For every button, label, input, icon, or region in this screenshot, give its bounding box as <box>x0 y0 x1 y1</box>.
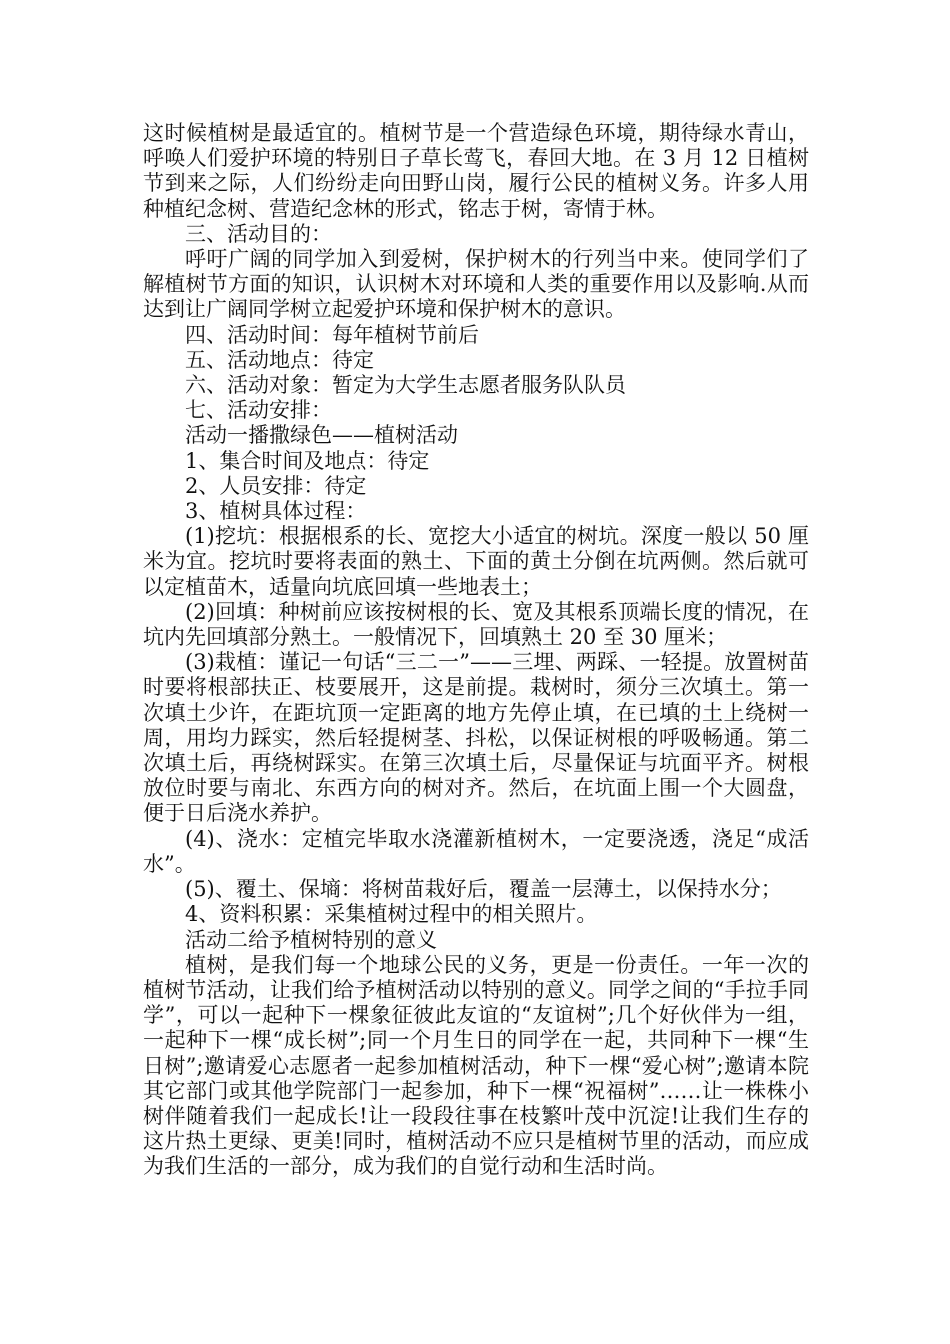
heading-activity-time: 四、活动时间：每年植树节前后 <box>185 322 479 347</box>
heading-activity-two: 活动二给予植树特别的意义 <box>185 927 437 952</box>
heading-activity-participants: 六、活动对象：暂定为大学生志愿者服务队队员 <box>185 373 626 398</box>
step-planting: (3)栽植：谨记一句话“三二一”——三埋、两踩、一轻提。放置树苗时要将根部扶正、枝要展开，这是前提。栽树时，须分三次填土。第一次填土少许，在距坑顶一定距离的地方先停止填，在已填的土上绕树一周，用均力踩实，然后轻提树茎、抖松，以保证树根的呼吸畅通。第二次填土后，再绕树踩实。在第三次填土后，尽量保证与坑面平齐。树根放位时要与南北、东西方向的树对齐。然后，在坑面上围一个大圆盘，便于日后浇水养护。 <box>143 650 809 826</box>
step-covering-soil: (5)、覆土、保墒：将树苗栽好后，覆盖一层薄土，以保持水分； <box>185 877 782 902</box>
heading-activity-location: 五、活动地点：待定 <box>185 347 374 372</box>
paragraph-intro: 这时候植树是最适宜的。植树节是一个营造绿色环境，期待绿水青山，呼唤人们爱护环境的特别日子草长莺飞，春回大地。在 3 月 12 日植树节到来之际，人们纷纷走向田野山岗，履行公民的植树义务。许多人用种植纪念树、营造纪念林的形式，铭志于树，寄情于林。 <box>143 121 809 221</box>
heading-activity-one: 活动一播撒绿色——植树活动 <box>185 423 458 448</box>
list-item-planting-process: 3、植树具体过程： <box>185 499 367 524</box>
list-item-meeting-time: 1、集合时间及地点：待定 <box>185 448 430 473</box>
paragraph-activity-purpose: 呼吁广阔的同学加入到爱树，保护树木的行列当中来。使同学们了解植树节方面的知识，认识树木对环境和人类的重要作用以及影响.从而达到让广阔同学树立起爱护环境和保护树木的意识。 <box>143 247 809 322</box>
step-backfill: (2)回填：种树前应该按树根的长、宽及其根系顶端长度的情况，在坑内先回填部分熟土。一般情况下，回填熟土 20 至 30 厘米； <box>143 599 809 650</box>
step-watering: (4)、浇水：定植完毕取水浇灌新植树木，一定要浇透，浇足“成活水”。 <box>143 826 809 876</box>
paragraph-activity-two: 植树，是我们每一个地球公民的义务，更是一份责任。一年一次的植树节活动，让我们给予植树活动以特别的意义。同学之间的“手拉手同学”，可以一起种下一棵象征彼此友谊的“友谊树”;几个好伙伴为一组，一起种下一棵“成长树”;同一个月生日的同学在一起，共同种下一棵“生日树”;邀请爱心志愿者一起参加植树活动，种下一棵“爱心树”;邀请本院其它部门或其他学院部门一起参加，种下一棵“祝福树”……让一株株小树伴随着我们一起成长!让一段段往事在枝繁叶茂中沉淀!让我们生存的这片热土更绿、更美!同时，植树活动不应只是植树节里的活动，而应成为我们生活的一部分，成为我们的自觉行动和生活时尚。 <box>143 952 809 1179</box>
step-digging: (1)挖坑：根据根系的长、宽挖大小适宜的树坑。深度一般以 50 厘米为宜。挖坑时要将表面的熟土、下面的黄土分倒在坑两侧。然后就可以定植苗木，适量向坑底回填一些地表土； <box>143 524 809 599</box>
document-body <box>143 121 809 1180</box>
list-item-staffing: 2、人员安排：待定 <box>185 473 367 498</box>
list-item-records: 4、资料积累：采集植树过程中的相关照片。 <box>185 902 598 927</box>
heading-activity-purpose: 三、活动目的： <box>185 221 332 246</box>
heading-activity-arrangement: 七、活动安排： <box>185 398 332 423</box>
